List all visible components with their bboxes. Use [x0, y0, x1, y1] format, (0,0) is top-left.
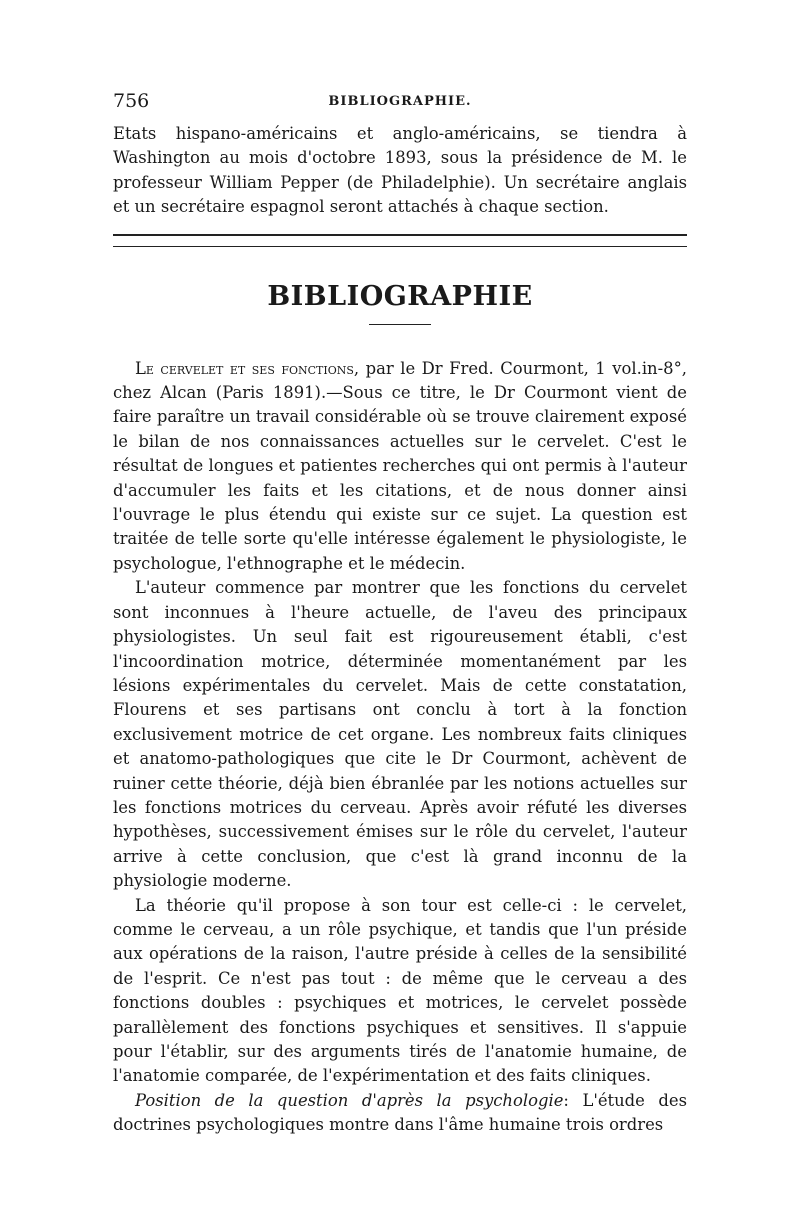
page-header — [113, 90, 687, 120]
page-number: 756 — [113, 90, 150, 112]
book-details: par le Dr Fred. Courmont, 1 vol.in-8°, chez Alcan (Paris 1891). — [113, 358, 687, 403]
book-title: Le cervelet et ses fonctions, — [135, 358, 360, 378]
review-paragraph-3: La théorie qu'il propose à son tour est celle-ci : le cervelet, comme le cerveau, a un rôle psychique, et tandis que l'un préside aux opérations de la raison, l'autre préside à celles de la sensibilité de l'esprit. Ce n'est pas tout : de même que le cerveau a des fonctions doubles : psychiques et motrices, le cervelet possède parallèlement des fonctions psychiques et sensitives. Il s'appuie pour l'établir, sur des arguments tirés de l'anatomie humaine, de l'anatomie comparée, de l'expérimentation et des faits cliniques. — [113, 895, 687, 1086]
title-underline — [369, 324, 431, 325]
book-page — [113, 90, 687, 1138]
section-title: BIBLIOGRAPHIE — [267, 280, 533, 312]
running-head: BIBLIOGRAPHIE. — [328, 94, 472, 109]
intro-paragraph: Etats hispano-américains et anglo-américains, se tiendra à Washington au mois d'octobre 1893, sous la présidence de M. le professeur William Pepper (de Philadelphie). Un secrétaire anglais et un secrétaire espagnol seront attachés à chaque section. — [113, 124, 687, 217]
review-paragraph-4-text: : L'étude des doctrines psychologiques montre dans l'âme humaine trois ordres — [113, 1090, 687, 1135]
review-paragraph-1 — [113, 357, 687, 577]
section-divider — [113, 234, 687, 247]
review-paragraph-2: L'auteur commence par montrer que les fonctions du cervelet sont inconnues à l'heure actuelle, de l'aveu des principaux physiologistes. Un seul fait est rigoureusement établi, c'est l'incoordination motrice, déterminée momentanément par les lésions expérimentales du cervelet. Mais de cette constatation, Flourens et ses partisans ont conclu à tort à la fonction exclusivement motrice de cet organe. Les nombreux faits cliniques et anatomo-pathologiques que cite le Dr Courmont, achèvent de ruiner cette théorie, déjà bien ébranlée par les notions actuelles sur les fonctions motrices du cerveau. Après avoir réfuté les diverses hypothèses, successivement émises sur le rôle du cervelet, l'auteur arrive à cette conclusion, que c'est là grand inconnu de la physiologie moderne. — [113, 578, 687, 891]
review-paragraph-4 — [113, 1089, 687, 1138]
section-heading-italic: Position de la question d'après la psychologie — [135, 1090, 564, 1110]
review-paragraph-1-text: —Sous ce titre, le Dr Courmont vient de faire paraître un travail considérable où se trouve clairement exposé le bilan de nos connaissances actuelles sur le cervelet. C'est le résultat de longues et patientes recherches qui ont permis à l'auteur d'accumuler les faits et les citations, et de nous donner ainsi l'ouvrage le plus étendu qui existe sur ce sujet. La question est traitée de telle sorte qu'elle intéresse également le physiologiste, le psychologue, l'ethnographe et le médecin. — [113, 383, 687, 573]
